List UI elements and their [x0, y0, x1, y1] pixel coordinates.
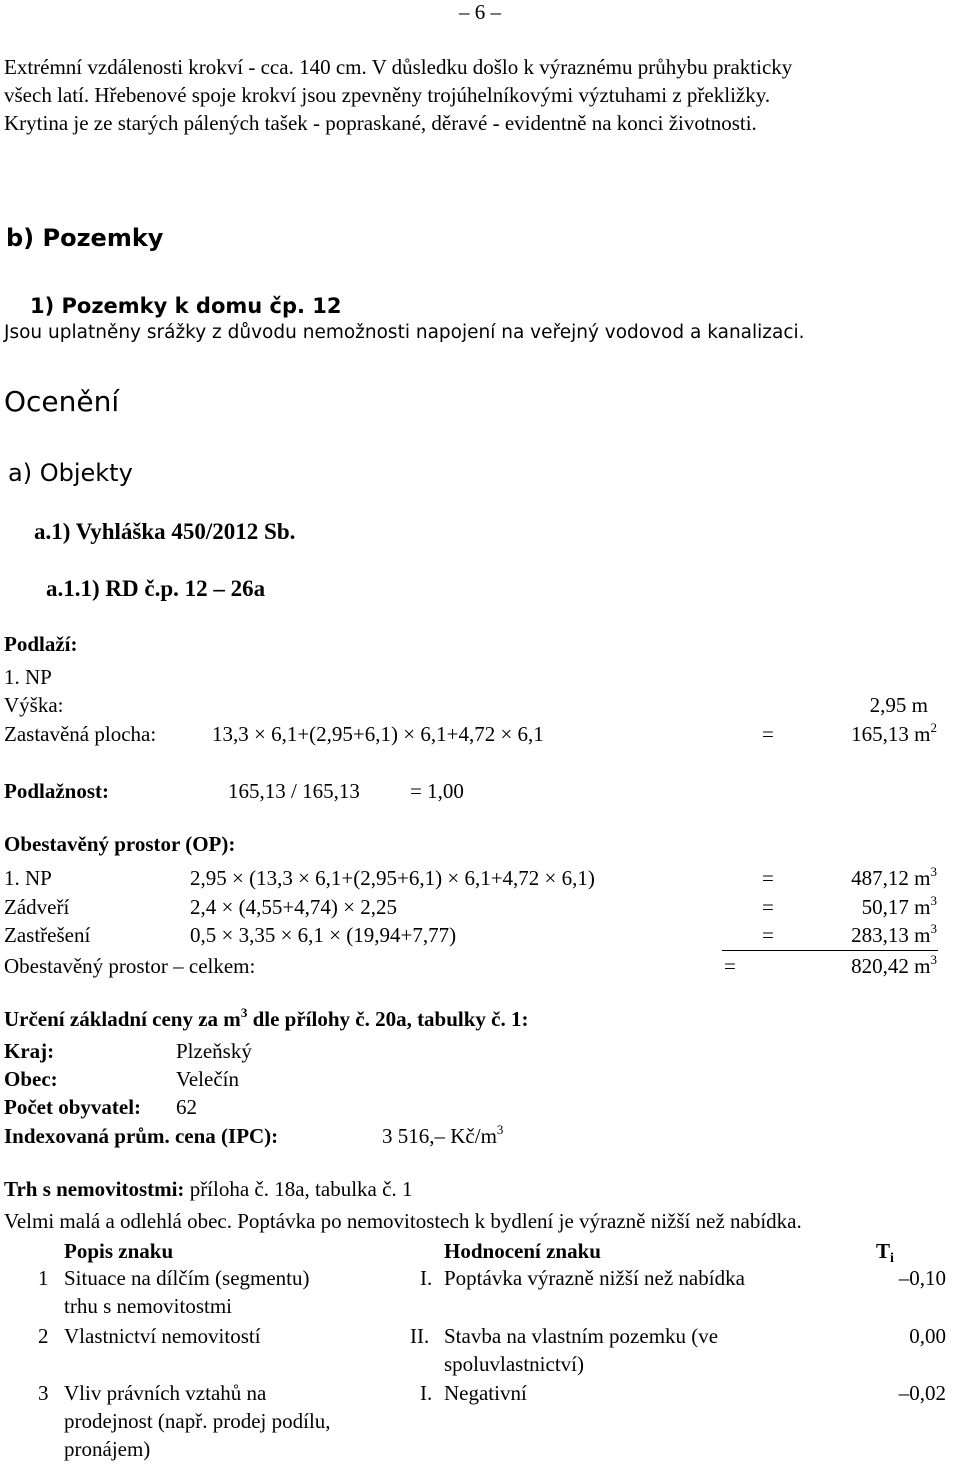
trh-description: Velmi malá a odlehlá obec. Poptávka po nemovitostech k bydlení je výrazně nižší než nabídka. — [4, 1209, 802, 1233]
op-row-equals: = — [762, 866, 774, 890]
heading-oceneni: Ocenění — [4, 385, 120, 418]
table-row-roman: I. — [420, 1381, 433, 1405]
formula-zastavena-plocha: 13,3 × 6,1+(2,95+6,1) × 6,1+4,72 × 6,1 — [212, 722, 544, 746]
section-heading-vyhlaska: a.1) Vyhláška 450/2012 Sb. — [34, 519, 296, 544]
section-heading-pozemky: b) Pozemky — [6, 224, 164, 252]
intro-line-2: všech latí. Hřebenové spoje krokví jsou zpevněny trojúhelníkovými výztuhami z překližky. — [4, 83, 771, 107]
trh-line: Trh s nemovitostmi: příloha č. 18a, tabulka č. 1 — [4, 1177, 413, 1201]
table-header-ti: $T_i$ — [876, 1239, 894, 1266]
label-vyska: Výška: — [4, 693, 64, 717]
op-total-label: Obestavěný prostor – celkem: — [4, 954, 256, 978]
table-row-popis-line: pronájem) — [64, 1437, 151, 1461]
op-row-name: Zádveří — [4, 895, 70, 919]
value-ipc: 3 516,– $Kč/m^3$ — [382, 1122, 504, 1148]
table-row-popis-line: prodejnost (např. prodej podílu, — [64, 1409, 331, 1433]
subsection-heading-pozemky-k-domu: 1) Pozemky k domu čp. 12 — [30, 294, 342, 318]
value-obec: Velečín — [176, 1067, 239, 1091]
formula-podlaznost: 165,13 / 165,13 — [228, 779, 360, 803]
value-zastavena-plocha: 165,13 $m^2$ — [851, 720, 937, 746]
table-row-roman: II. — [410, 1324, 430, 1348]
table-row-popis-line: Vliv právních vztahů na — [64, 1381, 267, 1405]
label-pocet-obyvatel: Počet obyvatel: — [4, 1095, 142, 1119]
table-row-hodnoceni-line: Negativní — [444, 1381, 527, 1405]
table-row-popis-line: Situace na dílčím (segmentu) — [64, 1266, 310, 1290]
floor-label: 1. NP — [4, 665, 52, 689]
page-number: – 6 – — [459, 0, 501, 24]
section-heading-objekty: a) Objekty — [8, 459, 133, 487]
table-row-hodnoceni-line: Stavba na vlastním pozemku (ve — [444, 1324, 719, 1348]
table-header-popis: Popis znaku — [64, 1239, 174, 1263]
section-heading-rd: a.1.1) RD č.p. 12 – 26a — [46, 576, 266, 601]
table-row-hodnoceni-line: Poptávka výrazně nižší než nabídka — [444, 1266, 745, 1290]
op-title: Obestavěný prostor (OP): — [4, 832, 236, 856]
op-row-value: 50,17 $m^3$ — [861, 893, 937, 919]
result-podlaznost: = 1,00 — [410, 779, 464, 803]
op-row-value: 487,12 $m^3$ — [851, 864, 937, 890]
op-total-value: 820,42 $m^3$ — [851, 952, 937, 978]
table-row-number: 3 — [38, 1381, 49, 1405]
label-zastavena-plocha: Zastavěná plocha: — [4, 722, 157, 746]
intro-line-3: Krytina je ze starých pálených tašek - popraskané, děravé - evidentně na konci životnosti. — [4, 111, 757, 135]
table-row-roman: I. — [420, 1266, 433, 1290]
table-row-value: 0,00 — [909, 1324, 946, 1348]
op-row-equals: = — [762, 895, 774, 919]
value-pocet-obyvatel: 62 — [176, 1095, 197, 1119]
op-row-formula: 2,4 × (4,55+4,74) × 2,25 — [190, 895, 398, 919]
table-row-popis-line: Vlastnictví nemovitostí — [64, 1324, 261, 1348]
table-row-hodnoceni-line: spoluvlastnictví) — [444, 1352, 584, 1376]
zakladni-cena-title: Určení základní ceny za $m^3$ dle přílohy č. 20a, tabulky č. 1: — [4, 1005, 529, 1031]
label-podlazi: Podlaží: — [4, 632, 78, 656]
value-vyska: 2,95 m — [869, 693, 928, 717]
table-row-value: –0,02 — [898, 1381, 946, 1405]
table-row-number: 2 — [38, 1324, 49, 1348]
table-header-hodnoceni: Hodnocení znaku — [444, 1239, 601, 1263]
pozemky-note: Jsou uplatněny srážky z důvodu nemožnosti napojení na veřejný vodovod a kanalizaci. — [4, 322, 805, 343]
op-row-value: 283,13 $m^3$ — [851, 921, 937, 947]
equals-zastavena-plocha: = — [762, 722, 774, 746]
op-total-equals: = — [724, 954, 736, 978]
intro-line-1: Extrémní vzdálenosti krokví - cca. 140 cm. V důsledku došlo k výraznému průhybu prakticky — [4, 55, 793, 79]
label-obec: Obec: — [4, 1067, 58, 1091]
op-row-name: 1. NP — [4, 866, 52, 890]
op-row-formula: 2,95 × (13,3 × 6,1+(2,95+6,1) × 6,1+4,72 × 6,1) — [190, 866, 595, 890]
label-podlaznost: Podlažnost: — [4, 779, 109, 803]
value-kraj: Plzeňský — [176, 1039, 252, 1063]
table-row-number: 1 — [38, 1266, 49, 1290]
sum-divider — [722, 950, 938, 951]
op-row-equals: = — [762, 923, 774, 947]
table-row-popis-line: trhu s nemovitostmi — [64, 1294, 232, 1318]
table-row-value: –0,10 — [898, 1266, 946, 1290]
op-row-name: Zastřešení — [4, 923, 91, 947]
label-ipc: Indexovaná prům. cena (IPC): — [4, 1124, 279, 1148]
op-row-formula: 0,5 × 3,35 × 6,1 × (19,94+7,77) — [190, 923, 457, 947]
label-kraj: Kraj: — [4, 1039, 55, 1063]
